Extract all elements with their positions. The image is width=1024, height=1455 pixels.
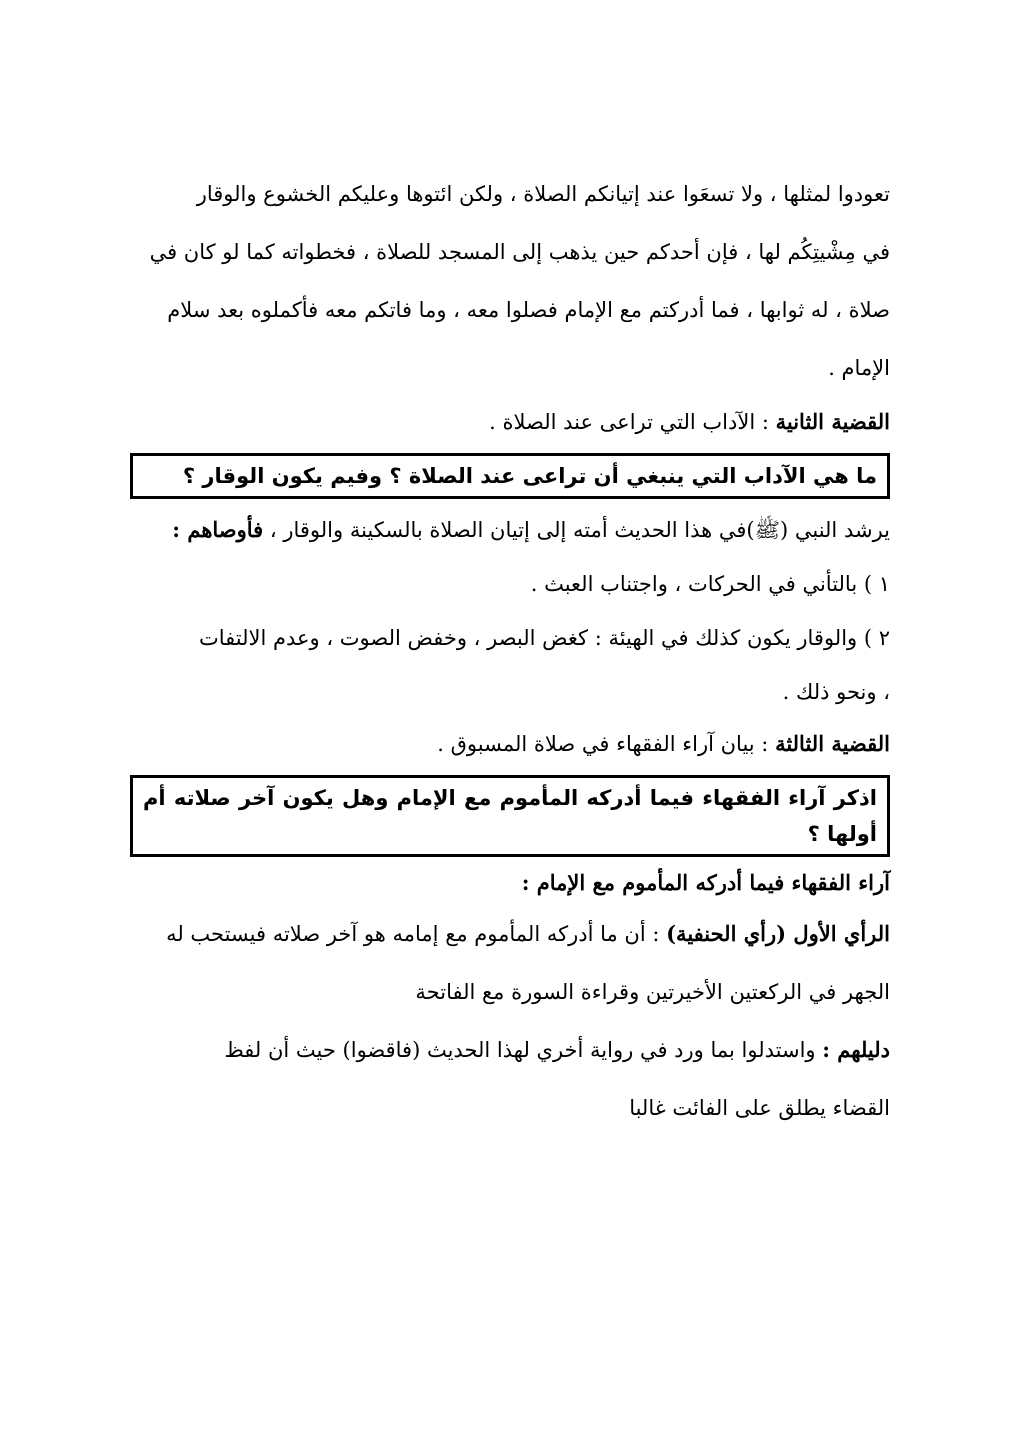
issue-3-text: : بيان آراء الفقهاء في صلاة المسبوق .: [437, 732, 769, 756]
question-box-1: ما هي الآداب التي ينبغي أن تراعى عند الصلاة ؟ وفيم يكون الوقار ؟: [130, 453, 890, 499]
issue-2-heading: [130, 397, 890, 447]
answer-1-item-1: ١ ) بالتأني في الحركات ، واجتناب العبث .: [530, 572, 890, 596]
first-opinion-label: الرأي الأول (رأي الحنفية): [666, 921, 890, 946]
first-opinion-line-2: الجهر في الركعتين الأخيرتين وقراءة السورة مع الفاتحة: [415, 980, 890, 1004]
opinions-heading: آراء الفقهاء فيما أدركه المأموم مع الإمام :: [521, 870, 890, 895]
evidence-text: واستدلوا بما ورد في رواية أخري لهذا الحديث (فاقضوا) حيث أن لفظ: [224, 1038, 816, 1062]
question-box-2: اذكر آراء الفقهاء فيما أدركه المأموم مع الإمام وهل يكون آخر صلاته أم أولها ؟: [130, 775, 890, 857]
issue-3-label: القضية الثالثة: [775, 731, 890, 756]
issue-2-label: القضية الثانية: [775, 409, 890, 434]
issue-3-heading: [130, 719, 890, 769]
page-content: [130, 165, 890, 1137]
answer-1-text: يرشد النبي (ﷺ)في هذا الحديث أمته إلى إتيان الصلاة بالسكينة والوقار ،: [269, 518, 890, 542]
intro-line-3: صلاة ، له ثوابها ، فما أدركتم مع الإمام فصلوا معه ، وما فاتكم معه فأكملوه بعد سلام: [167, 298, 890, 322]
issue-2-text: : الآداب التي تراعى عند الصلاة .: [489, 410, 769, 434]
intro-line-4: الإمام .: [828, 356, 890, 380]
answer-1-intro: [130, 503, 890, 557]
evidence: [130, 1021, 890, 1079]
answer-1-item-2-line-1: ٢ ) والوقار يكون كذلك في الهيئة : كغض البصر ، وخفض الصوت ، وعدم الالتفات: [198, 626, 890, 650]
first-opinion-text: : أن ما أدركه المأموم مع إمامه هو آخر صلاته فيستحب له: [166, 922, 660, 946]
intro-line-2: في مِشْيتِكُم لها ، فإن أحدكم حين يذهب إلى المسجد للصلاة ، فخطواته كما لو كان في: [149, 240, 890, 264]
answer-1-item-2-line-2: ، ونحو ذلك .: [782, 680, 890, 704]
evidence-label: دليلهم :: [822, 1037, 890, 1062]
first-opinion: [130, 905, 890, 963]
answer-1-bold: فأوصاهم :: [172, 517, 264, 542]
intro-line-1: تعودوا لمثلها ، ولا تسعَوا عند إتيانكم الصلاة ، ولكن ائتوها وعليكم الخشوع والوقار: [196, 182, 890, 206]
evidence-line-2: القضاء يطلق على الفائت غالبا: [629, 1096, 890, 1120]
